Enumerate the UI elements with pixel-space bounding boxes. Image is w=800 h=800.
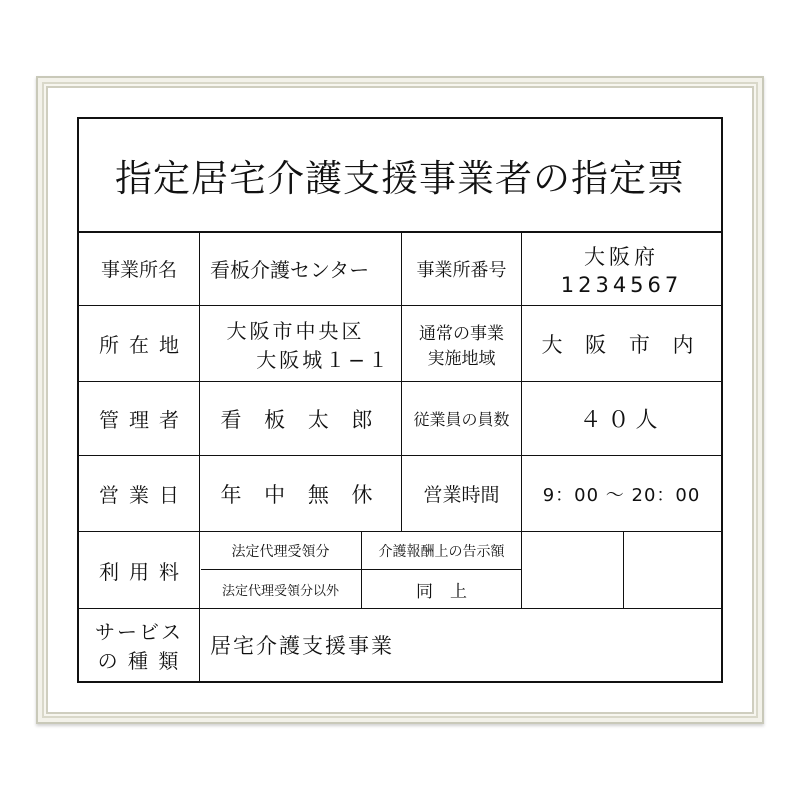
service-type-label xyxy=(79,609,199,681)
office-name-value: 看板介護センター xyxy=(210,258,370,282)
fee-blank-cell-2 xyxy=(624,532,721,608)
manager-label: 管理者 xyxy=(99,408,189,432)
fee-other-label: 法定代理受領分以外 xyxy=(221,583,339,599)
business-hours-label: 営業時間 xyxy=(423,484,500,506)
fee-statutory-value: 介護報酬上の告示額 xyxy=(378,543,505,560)
fee-other-value: 同 上 xyxy=(416,581,467,602)
service-type-value: 居宅介護支援事業 xyxy=(210,634,394,658)
business-days-value: 年 中 無 休 xyxy=(220,482,381,507)
office-number-digits: 1234567 xyxy=(560,272,683,297)
sign-table xyxy=(79,119,721,681)
license-sign-panel xyxy=(77,117,723,683)
service-area-label-line2: 実施地域 xyxy=(427,348,496,369)
address-line2: 大阪城１−１ xyxy=(256,347,391,372)
employee-count-label: 従業員の員数 xyxy=(413,410,510,429)
service-area-value: 大 阪 市 内 xyxy=(541,332,702,357)
address-value xyxy=(200,306,401,381)
service-type-label-line2: の 種 類 xyxy=(97,649,181,673)
service-type-label-line1: サービス xyxy=(95,620,183,644)
manager-value: 看 板 太 郎 xyxy=(220,407,381,432)
business-hours-value: 9：00 〜 20：00 xyxy=(542,484,701,506)
fee-blank-cell-1 xyxy=(522,532,623,608)
fee-label: 利用料 xyxy=(99,559,189,584)
employee-count-value: ４０人 xyxy=(579,408,664,433)
office-number-value xyxy=(522,232,721,305)
address-label: 所在地 xyxy=(99,333,189,357)
address-line1: 大阪市中央区 xyxy=(226,318,365,343)
service-area-label xyxy=(402,306,521,381)
office-number-prefecture: 大阪府 xyxy=(584,244,659,269)
office-number-label: 事業所番号 xyxy=(416,259,507,281)
service-area-label-line1: 通常の事業 xyxy=(419,323,504,344)
office-name-label: 事業所名 xyxy=(100,259,177,281)
fee-statutory-label: 法定代理受領分 xyxy=(231,543,330,560)
sign-title: 指定居宅介護支援事業者の指定票 xyxy=(115,157,685,200)
business-days-label: 営業日 xyxy=(99,483,189,507)
